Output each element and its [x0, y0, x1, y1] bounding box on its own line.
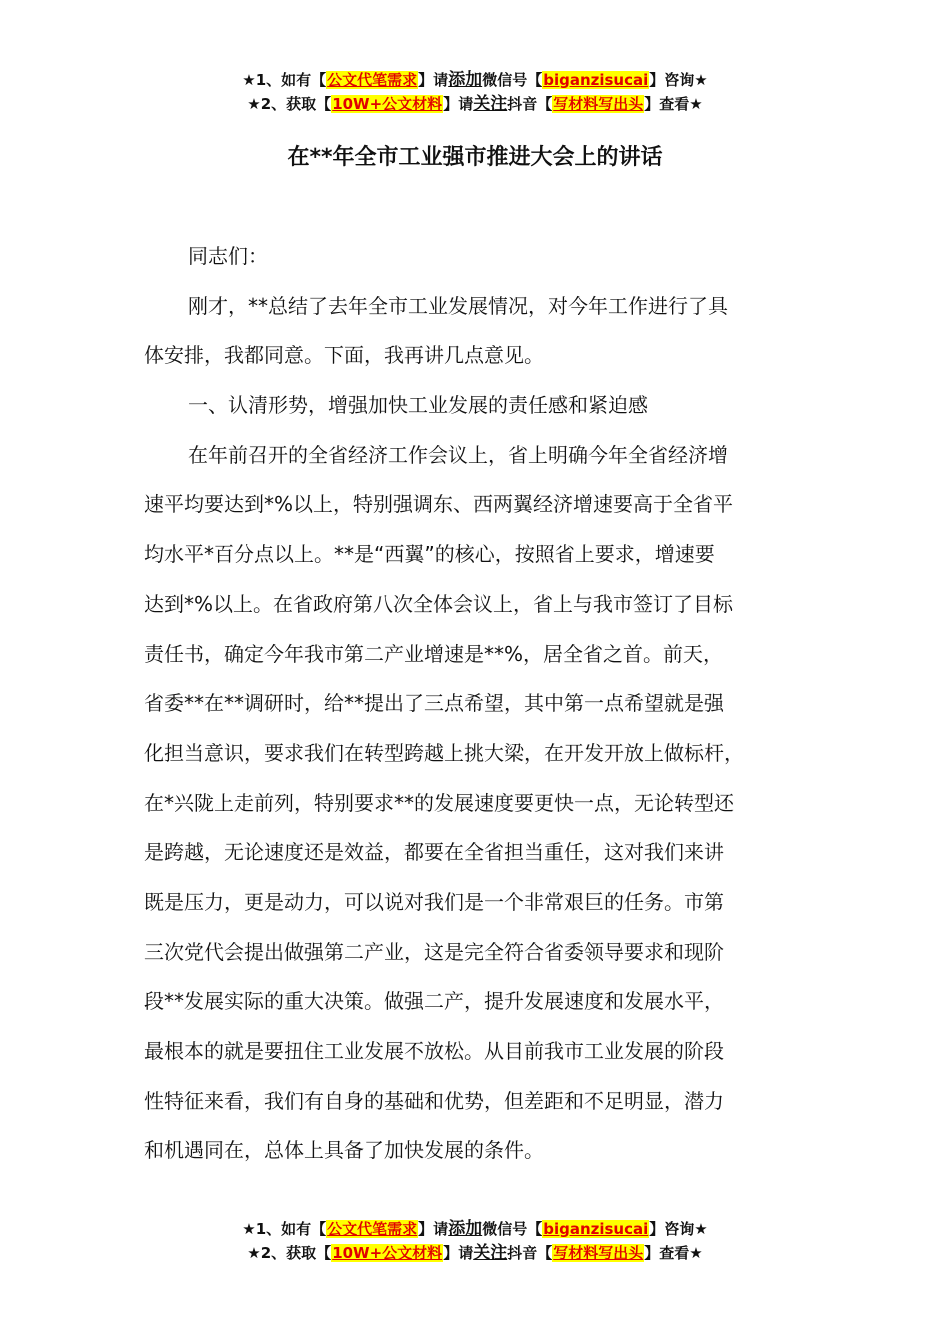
banner-emphasis: 添加 — [448, 70, 483, 90]
banner-text: ★2、获取【 — [247, 1244, 332, 1262]
text-line: 达到*%以上。在省政府第八次全体会议上，省上与我市签订了目标 — [144, 591, 734, 616]
banner-emphasis: 关注 — [473, 1243, 508, 1263]
banner-text: 】查看★ — [644, 95, 703, 113]
banner-text: ★1、如有【 — [242, 71, 327, 89]
text-line: 是跨越，无论速度还是效益，都要在全省担当重任，这对我们来讲 — [144, 840, 724, 865]
footer-banner — [0, 1217, 950, 1265]
banner-text: 微信号【 — [482, 1220, 543, 1238]
text-line: 刚才，**总结了去年全市工业发展情况，对今年工作进行了具 — [188, 293, 728, 318]
text-line: 和机遇同在，总体上具备了加快发展的条件。 — [144, 1138, 544, 1163]
banner-text: 抖音【 — [507, 1244, 553, 1262]
banner-text: 】请 — [418, 1220, 449, 1238]
text-line: 速平均要达到*%以上，特别强调东、西两翼经济增速要高于全省平 — [144, 492, 734, 517]
text-line: 体安排，我都同意。下面，我再讲几点意见。 — [144, 343, 544, 368]
text-line: 责任书，确定今年我市第二产业增速是**%，居全省之首。前天， — [144, 641, 724, 666]
banner-line-1 — [0, 68, 950, 92]
banner-text: 抖音【 — [507, 95, 553, 113]
text-line: 段**发展实际的重大决策。做强二产，提升发展速度和发展水平， — [144, 989, 724, 1014]
banner-emphasis: 添加 — [448, 1219, 483, 1239]
highlight-service: 公文代笔需求 — [327, 1220, 418, 1238]
text-line: 在*兴陇上走前列，特别要求**的发展速度要更快一点，无论转型还 — [144, 790, 734, 815]
banner-line-2 — [0, 1241, 950, 1265]
text-line: 在年前召开的全省经济工作会议上，省上明确今年全省经济增 — [188, 442, 728, 467]
banner-text: 】咨询★ — [649, 71, 708, 89]
highlight-materials: 10W+公文材料 — [332, 95, 443, 113]
banner-text: 】查看★ — [644, 1244, 703, 1262]
highlight-wechat-id: biganzisucai — [543, 71, 649, 89]
text-line: 省委**在**调研时，给**提出了三点希望，其中第一点希望就是强 — [144, 691, 724, 716]
header-banner — [0, 68, 950, 116]
text-line: 最根本的就是要扭住工业发展不放松。从目前我市工业发展的阶段 — [144, 1039, 724, 1063]
highlight-douyin: 写材料写出头 — [553, 95, 644, 113]
banner-text: 】请 — [443, 1244, 474, 1262]
highlight-douyin: 写材料写出头 — [553, 1244, 644, 1262]
text-line: 化担当意识，要求我们在转型跨越上挑大梁，在开发开放上做标杆， — [144, 740, 744, 765]
document-body — [144, 238, 844, 1182]
banner-text: 】请 — [443, 95, 474, 113]
banner-text: 微信号【 — [482, 71, 543, 89]
banner-emphasis: 关注 — [473, 94, 508, 114]
banner-line-1 — [0, 1217, 950, 1241]
highlight-materials: 10W+公文材料 — [332, 1244, 443, 1262]
banner-text: ★1、如有【 — [242, 1220, 327, 1238]
banner-text: 】咨询★ — [649, 1220, 708, 1238]
banner-text: 】请 — [418, 71, 449, 89]
highlight-wechat-id: biganzisucai — [543, 1220, 649, 1238]
text-line: 三次党代会提出做强第二产业，这是完全符合省委领导要求和现阶 — [144, 939, 724, 964]
text-line: 一、认清形势，增强加快工业发展的责任感和紧迫感 — [188, 393, 648, 418]
text-line: 性特征来看，我们有自身的基础和优势，但差距和不足明显，潜力 — [144, 1088, 724, 1113]
document-title: 在**年全市工业强市推进大会上的讲话 — [287, 145, 663, 170]
highlight-service: 公文代笔需求 — [327, 71, 418, 89]
text-line: 同志们： — [188, 244, 268, 268]
text-line: 均水平*百分点以上。**是“西翼”的核心，按照省上要求，增速要 — [144, 542, 715, 567]
banner-text: ★2、获取【 — [247, 95, 332, 113]
banner-line-2 — [0, 92, 950, 116]
text-line: 既是压力，更是动力，可以说对我们是一个非常艰巨的任务。市第 — [144, 889, 724, 914]
